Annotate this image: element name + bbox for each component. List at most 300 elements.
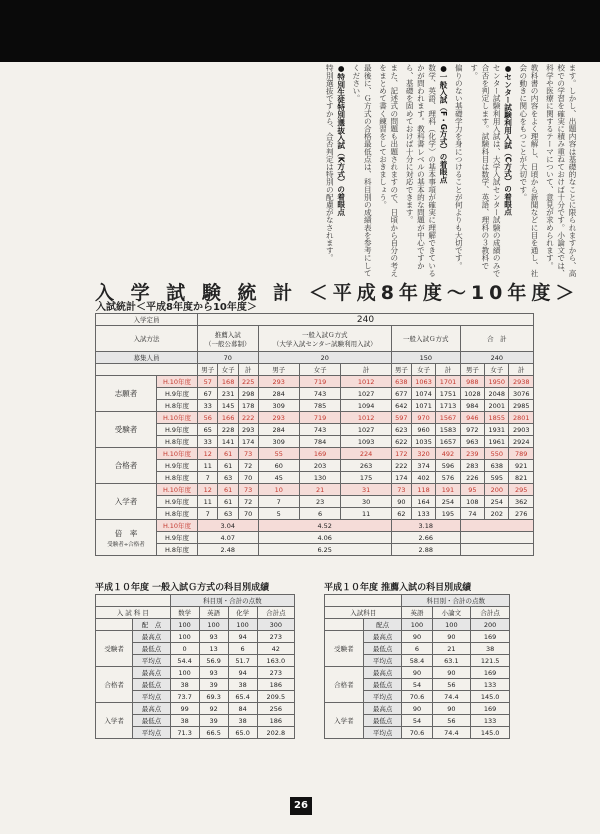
group-label: 入学者 (325, 703, 364, 739)
stat-value: 10 (258, 484, 299, 496)
score-value: 90 (402, 667, 432, 679)
subject-name: 英語 (199, 607, 228, 619)
sex-header: 計 (436, 364, 460, 376)
group-label: 合格者 (325, 667, 364, 703)
score-value: 169 (471, 703, 510, 715)
stat-value: 168 (218, 376, 238, 388)
score-value: 133 (471, 679, 510, 691)
method-label: 入試方法 (96, 326, 198, 352)
score-value: 38 (170, 715, 199, 727)
stat-value: 195 (436, 508, 460, 520)
stat-value: 7 (198, 472, 218, 484)
stat-value: 1931 (485, 424, 509, 436)
stat-value: 293 (238, 424, 258, 436)
year-label: H.9年度 (157, 532, 198, 544)
boshu-value: 70 (198, 352, 259, 364)
stat-value: 72 (238, 460, 258, 472)
score-row-label: 最高点 (133, 703, 170, 715)
sex-header: 計 (509, 364, 534, 376)
score-value: 39 (199, 679, 228, 691)
stat-value: 283 (460, 460, 484, 472)
score-value: 92 (199, 703, 228, 715)
stat-value: 622 (391, 436, 411, 448)
stat-value: 1855 (485, 412, 509, 424)
year-label: H.10年度 (157, 520, 198, 532)
group-label: 合格者 (96, 448, 157, 484)
stat-value: 362 (509, 496, 534, 508)
sex-header: 女子 (299, 364, 340, 376)
score-value: 74.4 (432, 727, 471, 739)
suisen-table-title: 平成１０年度 推薦入試の科目別成績 (324, 583, 472, 593)
score-row-label: 最高点 (133, 631, 170, 643)
stat-value: 374 (411, 460, 435, 472)
score-row-label: 最低点 (133, 715, 170, 727)
score-row-label: 最低点 (133, 643, 170, 655)
bairitsu-value: 6.25 (258, 544, 391, 556)
subject-name: 化学 (228, 607, 257, 619)
blank-cell (96, 595, 171, 607)
stat-value: 63 (218, 472, 238, 484)
score-value: 38 (170, 679, 199, 691)
score-value: 66.5 (199, 727, 228, 739)
stat-value: 228 (218, 424, 238, 436)
stat-value: 56 (198, 412, 218, 424)
stat-value: 55 (258, 448, 299, 460)
suisen-score-table (324, 594, 510, 739)
score-value: 209.5 (257, 691, 294, 703)
stat-value: 1028 (460, 388, 484, 400)
stat-value: 284 (258, 388, 299, 400)
stat-value: 2938 (509, 376, 534, 388)
stat-value: 74 (460, 508, 484, 520)
stat-value: 164 (411, 496, 435, 508)
score-value: 169 (471, 631, 510, 643)
score-value: 56 (432, 715, 471, 727)
score-value: 70.6 (402, 727, 432, 739)
subject-name: 英語 (402, 607, 432, 619)
year-label: H.10年度 (157, 484, 198, 496)
blank-cell (460, 532, 533, 544)
year-label: H.10年度 (157, 412, 198, 424)
group-label: 合格者 (96, 667, 133, 703)
haiten-label: 配点 (363, 619, 402, 631)
score-value: 56 (432, 679, 471, 691)
stat-value: 1074 (411, 388, 435, 400)
boshu-value: 150 (391, 352, 460, 364)
stat-value: 254 (436, 496, 460, 508)
bairitsu-value: 4.52 (258, 520, 391, 532)
score-value: 54 (402, 715, 432, 727)
score-row-label: 最低点 (363, 715, 402, 727)
year-label: H.8年度 (157, 436, 198, 448)
stat-value: 1583 (436, 424, 460, 436)
score-value: 13 (199, 643, 228, 655)
stat-value: 960 (411, 424, 435, 436)
stat-value: 141 (218, 436, 238, 448)
bairitsu-value: 4.07 (198, 532, 259, 544)
year-label: H.9年度 (157, 424, 198, 436)
score-row-label: 最低点 (363, 643, 402, 655)
stat-value: 61 (218, 484, 238, 496)
stat-value: 130 (299, 472, 340, 484)
stat-value: 7 (198, 508, 218, 520)
score-value: 71.3 (170, 727, 199, 739)
stat-value: 784 (299, 436, 340, 448)
haiten-value: 100 (170, 619, 199, 631)
section-heading: ●一般入試（F・G方式）の着眼点 (439, 64, 449, 184)
stat-value: 1027 (341, 388, 392, 400)
year-label: H.8年度 (157, 400, 198, 412)
score-value: 58.4 (402, 655, 432, 667)
score-value: 100 (170, 631, 199, 643)
article-paragraph: ●一般入試（F・G方式）の着眼点 数学、英語、理科（化学）の基本事項が確実に理解できているかが問われます。教科書レベルの基本的な問題が中心ですから、基礎を固めておけば十分に対応できます。 (405, 64, 449, 277)
stat-value: 239 (460, 448, 484, 460)
stat-value: 743 (299, 424, 340, 436)
top-black-band (0, 0, 600, 62)
stat-value: 65 (198, 424, 218, 436)
score-row-label: 最低点 (133, 679, 170, 691)
score-value: 121.5 (471, 655, 510, 667)
year-label: H.10年度 (157, 448, 198, 460)
stat-value: 23 (299, 496, 340, 508)
stat-value: 73 (391, 484, 411, 496)
method-header: 一般入試Ｇ方式 （大学入試センター試験利用入試） (258, 326, 391, 352)
stat-value: 719 (299, 376, 340, 388)
group-label: 受験者 (325, 631, 364, 667)
teiin-label: 入学定員 (96, 314, 198, 326)
sex-header: 女子 (218, 364, 238, 376)
stat-value: 293 (258, 412, 299, 424)
article-paragraph: 教科書の内容をよく理解し、日頃から新聞などに目を通し、社会の動きに関心をもつことが大切です。 (518, 64, 540, 277)
stat-value: 174 (391, 472, 411, 484)
score-value: 90 (432, 703, 471, 715)
article-paragraph: ます。しかし、出題内容は基礎的なことに限られますから、高校での学習を確実に積み重ねておけば十分です。小論文では、科学や医療に関するテーマについて、意見が求められます。 (545, 64, 577, 277)
stat-value: 719 (299, 412, 340, 424)
stat-value: 145 (218, 400, 238, 412)
haiten-value: 100 (228, 619, 257, 631)
main-table-title: 入試統計＜平成8年度から10年度＞ (96, 302, 257, 313)
stat-value: 2001 (485, 400, 509, 412)
score-value: 163.0 (257, 655, 294, 667)
score-value: 6 (228, 643, 257, 655)
score-value: 202.8 (257, 727, 294, 739)
haiten-value: 300 (257, 619, 294, 631)
stat-value: 1093 (341, 436, 392, 448)
year-label: H.9年度 (157, 496, 198, 508)
stat-value: 309 (258, 400, 299, 412)
admission-statistics-table (95, 313, 534, 556)
score-value: 93 (199, 631, 228, 643)
stat-value: 298 (238, 388, 258, 400)
stat-value: 402 (411, 472, 435, 484)
stat-value: 1012 (341, 376, 392, 388)
group-label: 入学者 (96, 484, 157, 520)
score-row-label: 平均点 (133, 655, 170, 667)
score-value: 6 (402, 643, 432, 655)
score-row-label: 平均点 (363, 691, 402, 703)
score-value: 21 (432, 643, 471, 655)
stat-value: 946 (460, 412, 484, 424)
score-row-label: 平均点 (363, 727, 402, 739)
stat-value: 576 (436, 472, 460, 484)
stat-value: 1961 (485, 436, 509, 448)
stat-value: 1035 (411, 436, 435, 448)
stat-value: 642 (391, 400, 411, 412)
bairitsu-sub: 受験者÷合格者 (107, 541, 145, 548)
stat-value: 12 (198, 448, 218, 460)
stat-value: 596 (436, 460, 460, 472)
score-value: 90 (432, 631, 471, 643)
group-label: 受験者 (96, 631, 133, 667)
stat-value: 1063 (411, 376, 435, 388)
stat-value: 263 (341, 460, 392, 472)
score-value: 39 (199, 715, 228, 727)
stat-value: 90 (391, 496, 411, 508)
group-label: 入学者 (96, 703, 133, 739)
score-value: 93 (199, 667, 228, 679)
stat-value: 21 (299, 484, 340, 496)
teiin-value: 240 (198, 314, 534, 326)
stat-value: 1071 (411, 400, 435, 412)
stat-value: 2903 (509, 424, 534, 436)
stat-value: 108 (460, 496, 484, 508)
stat-value: 178 (238, 400, 258, 412)
stat-value: 166 (218, 412, 238, 424)
score-value: 273 (257, 631, 294, 643)
bairitsu-value: 2.66 (391, 532, 460, 544)
bairitsu-value: 4.06 (258, 532, 391, 544)
score-value: 90 (402, 703, 432, 715)
group-label: 受験者 (96, 412, 157, 448)
stat-value: 276 (509, 508, 534, 520)
boshu-value: 240 (460, 352, 533, 364)
haiten-value: 100 (199, 619, 228, 631)
stat-value: 222 (238, 412, 258, 424)
boshu-value: 20 (258, 352, 391, 364)
sex-header: 男子 (391, 364, 411, 376)
stat-value: 921 (509, 460, 534, 472)
stat-value: 1950 (485, 376, 509, 388)
year-label: H.8年度 (157, 472, 198, 484)
stat-value: 133 (411, 508, 435, 520)
page-number: 26 (290, 797, 312, 815)
stat-value: 191 (436, 484, 460, 496)
score-row-label: 最高点 (133, 667, 170, 679)
bairitsu-value: 2.88 (391, 544, 460, 556)
stat-value: 31 (341, 484, 392, 496)
score-value: 38 (228, 679, 257, 691)
stat-value: 1657 (436, 436, 460, 448)
stat-value: 963 (460, 436, 484, 448)
article-paragraph: 最後に、Ｇ方式の合格最低点は、科目別の成績表を参考にしてください。 (351, 64, 373, 277)
score-value: 100 (170, 667, 199, 679)
stat-value: 231 (218, 388, 238, 400)
subject-name: 合計点 (471, 607, 510, 619)
stat-value: 1094 (341, 400, 392, 412)
stat-value: 226 (460, 472, 484, 484)
year-label: H.8年度 (157, 508, 198, 520)
stat-value: 638 (391, 376, 411, 388)
stat-value: 3076 (509, 388, 534, 400)
stat-value: 95 (460, 484, 484, 496)
stat-value: 970 (411, 412, 435, 424)
score-row-label: 平均点 (133, 727, 170, 739)
haiten-value: 100 (432, 619, 471, 631)
sex-header: 男子 (258, 364, 299, 376)
score-value: 90 (402, 631, 432, 643)
method-header: 合 計 (460, 326, 533, 352)
score-value: 94 (228, 631, 257, 643)
stat-value: 61 (218, 448, 238, 460)
score-value: 42 (257, 643, 294, 655)
stat-value: 984 (460, 400, 484, 412)
stat-value: 118 (411, 484, 435, 496)
section-heading: ●特別生徒特別選抜入試（K方式）の着眼点 (336, 64, 346, 216)
stat-value: 254 (485, 496, 509, 508)
score-value: 186 (257, 679, 294, 691)
score-value: 145.0 (471, 691, 510, 703)
score-row-label: 平均点 (133, 691, 170, 703)
blank-cell (325, 595, 402, 607)
stat-value: 222 (391, 460, 411, 472)
score-value: 133 (471, 715, 510, 727)
stat-value: 72 (238, 496, 258, 508)
stat-value: 11 (198, 496, 218, 508)
score-value: 73.7 (170, 691, 199, 703)
stat-value: 2985 (509, 400, 534, 412)
year-label: H.9年度 (157, 460, 198, 472)
g-method-table-title: 平成１０年度 一般入試Ｇ方式の科目別成績 (95, 583, 270, 593)
stat-value: 200 (485, 484, 509, 496)
subject-label: 入試科目 (325, 607, 402, 619)
year-label: H.10年度 (157, 376, 198, 388)
stat-value: 60 (258, 460, 299, 472)
subject-name: 合計点 (257, 607, 294, 619)
stat-value: 61 (218, 496, 238, 508)
stat-value: 169 (299, 448, 340, 460)
stat-value: 30 (341, 496, 392, 508)
group-label: 志願者 (96, 376, 157, 412)
score-value: 63.1 (432, 655, 471, 667)
stat-value: 2048 (485, 388, 509, 400)
score-value: 56.9 (199, 655, 228, 667)
stat-value: 623 (391, 424, 411, 436)
sex-header: 計 (341, 364, 392, 376)
bairitsu-label: 倍 率 受験者÷合格者 (96, 520, 157, 556)
stat-value: 284 (258, 424, 299, 436)
score-value: 186 (257, 715, 294, 727)
stat-value: 550 (485, 448, 509, 460)
stat-value: 70 (238, 508, 258, 520)
stat-value: 33 (198, 436, 218, 448)
sex-header: 女子 (411, 364, 435, 376)
stat-value: 62 (391, 508, 411, 520)
section-heading: ●センター試験利用入試（C方式）の着眼点 (503, 64, 513, 216)
subject-name: 数学 (170, 607, 199, 619)
stat-value: 972 (460, 424, 484, 436)
score-row-label: 最高点 (363, 631, 402, 643)
stat-value: 73 (238, 484, 258, 496)
year-label: H.9年度 (157, 388, 198, 400)
score-value: 94 (228, 667, 257, 679)
blank-cell (96, 364, 198, 376)
stat-value: 203 (299, 460, 340, 472)
blank-cell (325, 619, 364, 631)
sex-header: 男子 (198, 364, 218, 376)
vertical-article-text (58, 64, 578, 279)
stat-value: 492 (436, 448, 460, 460)
stat-value: 1701 (436, 376, 460, 388)
stat-value: 224 (341, 448, 392, 460)
stat-value: 57 (198, 376, 218, 388)
stat-value: 45 (258, 472, 299, 484)
score-value: 90 (432, 667, 471, 679)
score-value: 38 (471, 643, 510, 655)
stat-value: 73 (238, 448, 258, 460)
stat-value: 2924 (509, 436, 534, 448)
score-row-label: 平均点 (363, 655, 402, 667)
haiten-label: 配 点 (133, 619, 170, 631)
score-value: 54.4 (170, 655, 199, 667)
stat-value: 67 (198, 388, 218, 400)
score-value: 0 (170, 643, 199, 655)
stat-value: 12 (198, 484, 218, 496)
blank-cell (460, 520, 533, 532)
stat-value: 7 (258, 496, 299, 508)
score-value: 38 (228, 715, 257, 727)
stat-value: 1027 (341, 424, 392, 436)
stat-value: 789 (509, 448, 534, 460)
bairitsu-value: 2.48 (198, 544, 259, 556)
stat-value: 6 (299, 508, 340, 520)
stat-value: 1713 (436, 400, 460, 412)
stat-value: 785 (299, 400, 340, 412)
score-value: 65.4 (228, 691, 257, 703)
score-value: 65.0 (228, 727, 257, 739)
stat-value: 743 (299, 388, 340, 400)
stat-value: 11 (341, 508, 392, 520)
year-label: H.8年度 (157, 544, 198, 556)
score-value: 51.7 (228, 655, 257, 667)
subject-name: 小論文 (432, 607, 471, 619)
stat-value: 5 (258, 508, 299, 520)
stat-value: 821 (509, 472, 534, 484)
article-paragraph: 偏りのない基礎学力を身につけることが何よりも大切です。 (454, 64, 464, 270)
score-value: 54 (402, 679, 432, 691)
page-title: 入 学 試 験 統 計 ＜平成8年度〜10年度＞ (95, 282, 580, 304)
method-header: 一般入試Ｇ方式 (391, 326, 460, 352)
haiten-value: 100 (402, 619, 432, 631)
score-row-label: 最高点 (363, 667, 402, 679)
stat-value: 2801 (509, 412, 534, 424)
score-row-label: 最高点 (363, 703, 402, 715)
score-value: 99 (170, 703, 199, 715)
stat-value: 293 (258, 376, 299, 388)
stat-value: 309 (258, 436, 299, 448)
haiten-value: 200 (471, 619, 510, 631)
stat-value: 172 (391, 448, 411, 460)
method-header: 推薦入試 （一般公募制） (198, 326, 259, 352)
score-header: 科目別・合計の点数 (170, 595, 294, 607)
bairitsu-value: 3.04 (198, 520, 259, 532)
stat-value: 174 (238, 436, 258, 448)
score-value: 145.0 (471, 727, 510, 739)
stat-value: 11 (198, 460, 218, 472)
score-value: 69.3 (199, 691, 228, 703)
stat-value: 1012 (341, 412, 392, 424)
bairitsu-value: 3.18 (391, 520, 460, 532)
score-value: 74.4 (432, 691, 471, 703)
